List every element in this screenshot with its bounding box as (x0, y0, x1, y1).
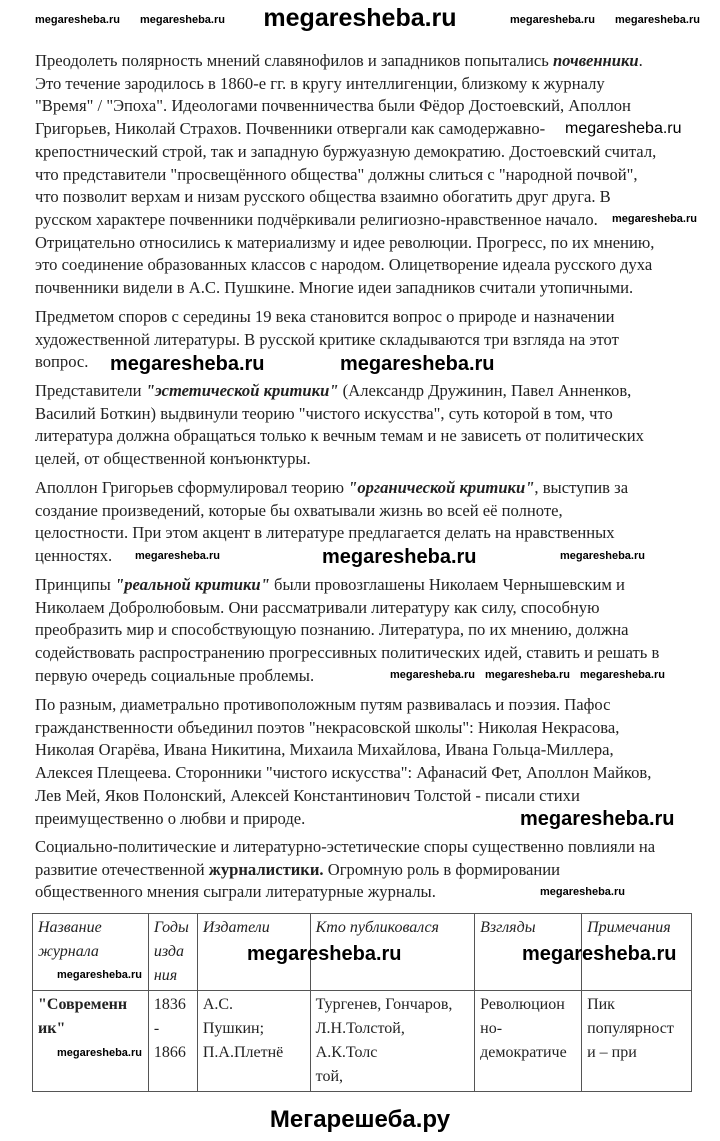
text-line (35, 785, 705, 808)
text-segment: первую очередь социальные проблемы. (35, 665, 315, 685)
text-line (35, 380, 705, 403)
text-segment: общественного мнения сыграли литературные журналы. (35, 882, 436, 902)
text-line (35, 306, 705, 329)
table-cell (310, 991, 474, 1092)
text-line (35, 739, 705, 762)
watermark: megaresheba.ru (560, 550, 645, 562)
watermark: megaresheba.ru (565, 120, 682, 137)
text-line (35, 477, 705, 500)
header-line: ния (153, 967, 178, 984)
watermark: megaresheba.ru (510, 14, 595, 26)
text-segment: целостности. При этом акцент в литературе предлагается делать на нравственных (35, 523, 615, 543)
cell-line: ик" (38, 1020, 66, 1037)
text-segment: "Время" / "Эпоха". Идеологами почвенничества были Фёдор Достоевский, Аполлон (35, 96, 631, 116)
watermark: megaresheba.ru (140, 14, 225, 26)
header-line: журнала (38, 943, 99, 960)
watermark: megaresheba.ru (612, 213, 697, 225)
cell-line: 1836 (153, 996, 186, 1013)
text-line (35, 254, 705, 277)
text-line (35, 50, 705, 73)
watermark: megaresheba.ru (580, 669, 665, 681)
text-line (35, 329, 705, 352)
text-segment: Предметом споров с середины 19 века становится вопрос о природе и назначении (35, 307, 615, 326)
text-segment: развитие отечественной (35, 859, 209, 879)
cell-line: Пик (587, 996, 615, 1013)
text-line (35, 448, 705, 471)
text-segment: Огромную роль в формировании (323, 859, 561, 879)
watermark: megaresheba.ru (57, 969, 142, 981)
text-line (35, 73, 705, 96)
header-line: Издатели (202, 919, 270, 936)
cell-line: А.С. (202, 996, 234, 1013)
text-segment: преобразить мир и способствующую познанию. Литература, по их мнению, должна (35, 620, 629, 640)
text-line (35, 694, 705, 717)
watermark: megaresheba.ru (520, 808, 675, 830)
watermark: megaresheba.ru (390, 669, 475, 681)
watermark: megaresheba.ru (110, 353, 265, 375)
watermark: megaresheba.ru (340, 353, 495, 375)
text-segment: русском характере почвенники подчёркивали религиозно-нравственное начало. (35, 209, 598, 229)
emphasized-text: "органической критики" (348, 478, 535, 497)
table-cell (148, 991, 197, 1092)
emphasized-text: "эстетической критики" (145, 381, 339, 400)
table-row (33, 991, 692, 1092)
text-segment: Аполлон Григорьев сформулировал теорию (35, 478, 349, 497)
text-line (35, 619, 705, 642)
text-segment: Отрицательно относились к материализму и идее революции. Прогресс, по их мнению, (35, 232, 655, 252)
text-line (35, 277, 705, 300)
text-segment: литература должна обращаться только к вечным темам и не зависеть от политических (35, 426, 644, 446)
text-segment: Это течение зародилось в 1860-е гг. в кругу интеллигенции, близкому к журналу (35, 73, 605, 93)
paragraph-pochvenniki (35, 50, 705, 300)
table-header-cell (148, 914, 197, 991)
cell-line: Пушкин; (202, 1020, 265, 1037)
text-line (35, 522, 705, 545)
text-line (35, 597, 705, 620)
table-cell (197, 991, 310, 1092)
cell-line: но- (480, 1020, 503, 1037)
text-segment: , выступив за (534, 478, 629, 497)
watermark: megaresheba.ru (135, 550, 220, 562)
text-segment: преимущественно о любви и природе. (35, 808, 306, 828)
cell-line: популярност (587, 1020, 674, 1037)
cell-line: П.А.Плетнё (202, 1044, 284, 1061)
text-segment: вопрос. (35, 352, 89, 372)
bottom-site-title: Мегарешеба.ру (269, 1106, 451, 1133)
text-segment: крепостнический строй, так и западную буржуазную демократию. Достоевский считал, (35, 141, 657, 161)
text-segment: что позволит верхам и низам русского общества взаимно обогатить друг друга. В (35, 187, 611, 207)
text-segment: Николая Огарёва, Ивана Никитина, Михаила Михайлова, Ивана Гольца-Миллера, (35, 740, 614, 760)
text-segment: создание произведений, которые бы охватывали жизнь во всей её полноте, (35, 500, 563, 520)
text-segment: Принципы (35, 575, 115, 594)
table-cell (475, 991, 582, 1092)
text-line (35, 836, 705, 859)
text-segment: гражданственности объединил поэтов "некрасовской школы": Николая Некрасова, (35, 717, 620, 737)
text-segment: ценностях. (35, 546, 113, 566)
text-segment: (Александр Дружинин, Павел Анненков, (338, 381, 632, 400)
text-segment: Николаем Добролюбовым. Они рассматривали литературу как силу, способную (35, 597, 600, 617)
text-line (35, 209, 705, 232)
text-line (35, 500, 705, 523)
emphasized-text: почвенники (552, 51, 639, 70)
text-segment: Лев Мей, Яков Полонский, Алексей Константинович Толстой - писали стихи (35, 785, 580, 805)
text-line (35, 859, 705, 882)
header-line: Название (38, 919, 102, 936)
watermark: megaresheba.ru (522, 943, 677, 965)
cell-line: 1866 (153, 1044, 186, 1061)
text-line (35, 762, 705, 785)
cell-line: Революцион (480, 996, 565, 1013)
header-line: изда (153, 943, 184, 960)
text-segment: Социально-политические и литературно-эстетические споры существенно повлияли на (35, 837, 656, 856)
header-line: Примечания (587, 919, 671, 936)
header-line: Взгляды (480, 919, 536, 936)
text-line (35, 95, 705, 118)
cell-line: - (153, 1020, 160, 1037)
watermark: megaresheba.ru (35, 14, 120, 26)
emphasized-text: "реальной критики" (114, 575, 270, 594)
header-line: Годы (153, 919, 189, 936)
text-segment: почвенники видели в А.С. Пушкине. Многие идеи западников считали утопичными. (35, 278, 634, 298)
text-line (35, 232, 705, 255)
text-segment: это соединение образованных классов с народом. Олицетворение идеала русского духа (35, 255, 653, 275)
text-line (35, 425, 705, 448)
cell-line: Тургенев, Гончаров, (315, 996, 453, 1013)
header-line: Кто публиковался (315, 919, 439, 936)
cell-line: Л.Н.Толстой, А.К.Толс (315, 1020, 405, 1061)
paragraph-aesthetic-criticism (35, 380, 705, 471)
watermark: megaresheba.ru (485, 669, 570, 681)
text-segment: Представители (35, 381, 146, 400)
text-segment: Василий Боткин) выдвинули теорию "чистого искусства", суть которой в том, что (35, 403, 613, 423)
text-segment: содействовать распространению прогрессивных политических идей, ставить и решать в (35, 643, 660, 663)
table-cell (33, 991, 149, 1092)
text-line (35, 164, 705, 187)
text-segment: По разным, диаметрально противоположным путям развивалась и поэзия. Пафос (35, 695, 611, 714)
journals-table (32, 913, 692, 1092)
text-segment: . (638, 51, 643, 70)
text-line (35, 642, 705, 665)
text-segment: Григорьев, Николай Страхов. Почвенники отвергали как самодержавно- (35, 119, 546, 139)
text-segment: художественной литературы. В русской критике складываются три взгляда на этот (35, 329, 619, 349)
watermark: megaresheba.ru (615, 14, 700, 26)
text-segment: целей, от общественной конъюнктуры. (35, 449, 311, 469)
site-title: megaresheba.ru (263, 4, 457, 32)
watermark: megaresheba.ru (247, 943, 402, 965)
watermark: megaresheba.ru (57, 1047, 142, 1059)
table-cell (582, 991, 692, 1092)
text-line (35, 186, 705, 209)
text-segment: что представители "просвещённого общества" должны слиться с "народной почвой", (35, 164, 638, 184)
text-segment: Алексея Плещеева. Сторонники "чистого искусства": Афанасий Фет, Аполлон Майков, (35, 763, 652, 783)
watermark: megaresheba.ru (540, 886, 625, 898)
emphasized-text: журналистики. (208, 859, 324, 879)
text-line (35, 574, 705, 597)
text-segment: были провозглашены Николаем Чернышевским и (269, 575, 625, 594)
cell-line: той, (315, 1068, 343, 1085)
watermark: megaresheba.ru (322, 546, 477, 568)
cell-line: "Современн (38, 996, 128, 1013)
cell-line: и – при (587, 1044, 637, 1061)
text-line (35, 717, 705, 740)
text-segment: Преодолеть полярность мнений славянофилов и западников попытались (35, 51, 553, 70)
cell-line: демократиче (480, 1044, 567, 1061)
text-line (35, 403, 705, 426)
text-line (35, 141, 705, 164)
